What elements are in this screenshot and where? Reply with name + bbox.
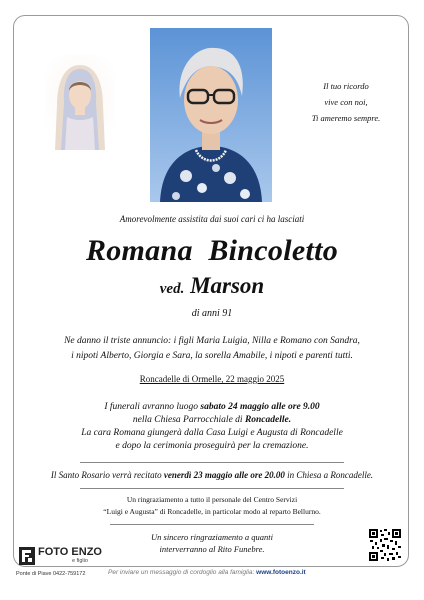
funeral-text: I funerali avranno luogo	[104, 402, 201, 412]
announcement	[0, 334, 424, 364]
memorial-quote	[296, 78, 396, 126]
funeral-details	[0, 401, 424, 453]
fotoenzo-logo	[18, 546, 102, 568]
logo-brand: FOTO ENZO	[38, 546, 102, 558]
quote-line: Ti ameremo sempre.	[311, 113, 381, 123]
rosary-date: venerdì 23 maggio alle ore 20.00	[163, 470, 285, 480]
fotoenzo-logo-icon	[18, 546, 36, 566]
footer-message-text: Per inviare un messaggio di cordoglio alla famiglia:	[108, 569, 257, 576]
announcement-line: Ne danno il triste annuncio: i figli Maria Luigia, Nilla e Romano con Sandra,	[64, 336, 360, 346]
quote-line: Il tuo ricordo	[323, 81, 369, 91]
final-line: Un sincero ringraziamento a quanti	[151, 532, 273, 542]
footer-message	[108, 569, 306, 576]
footer-url-link[interactable]: www.fotoenzo.it	[256, 569, 306, 576]
divider	[80, 462, 344, 463]
ved-surname: Marson	[190, 273, 265, 298]
funeral-church: Roncadelle.	[244, 415, 292, 425]
divider	[80, 488, 344, 489]
divider	[110, 524, 314, 525]
final-line: interverranno al Rito Funebre.	[159, 544, 265, 554]
footer-phone: Ponte di Piave 0422-759172	[16, 571, 86, 577]
thanks-line: “Luigi e Augusta” di Roncadelle, in particolar modo al reparto Bellurno.	[103, 507, 321, 516]
quote-line: vive con noi,	[324, 97, 368, 107]
funeral-line: La cara Romana giungerà dalla Casa Luigi e Augusta di Roncadelle	[81, 428, 343, 438]
married-name	[0, 273, 424, 299]
funeral-line	[0, 401, 424, 414]
funeral-line	[0, 414, 424, 427]
madonna-image	[45, 55, 115, 150]
funeral-date: sabato 24 maggio alle ore 9.00	[200, 402, 320, 412]
thanks-line: Un ringraziamento a tutto il personale del Centro Servizi	[126, 495, 298, 504]
deceased-name: Romana Bincoletto	[85, 234, 339, 267]
logo-sub: e figlio	[72, 558, 88, 564]
rosary-post: in Chiesa a Roncadelle.	[284, 470, 374, 480]
ved-prefix: ved.	[159, 281, 185, 297]
age-text: di anni 91	[191, 308, 233, 319]
qr-code-icon[interactable]	[368, 528, 402, 562]
intro-text: Amorevolmente assistita dai suoi cari ci ha lasciati	[119, 214, 305, 224]
announcement-line: i nipoti Alberto, Giorgia e Sara, la sorella Amabile, i nipoti e parenti tutti.	[71, 351, 353, 361]
funeral-text: nella Chiesa Parrocchiale di	[132, 415, 245, 425]
rosary-text	[0, 470, 424, 480]
thanks-staff	[0, 494, 424, 518]
place-date: Roncadelle di Ormelle, 22 maggio 2025	[139, 374, 285, 384]
rosary-pre: Il Santo Rosario verrà recitato	[50, 470, 164, 480]
funeral-line: e dopo la cerimonia proseguirà per la cremazione.	[115, 441, 309, 451]
portrait-photo	[150, 28, 272, 202]
